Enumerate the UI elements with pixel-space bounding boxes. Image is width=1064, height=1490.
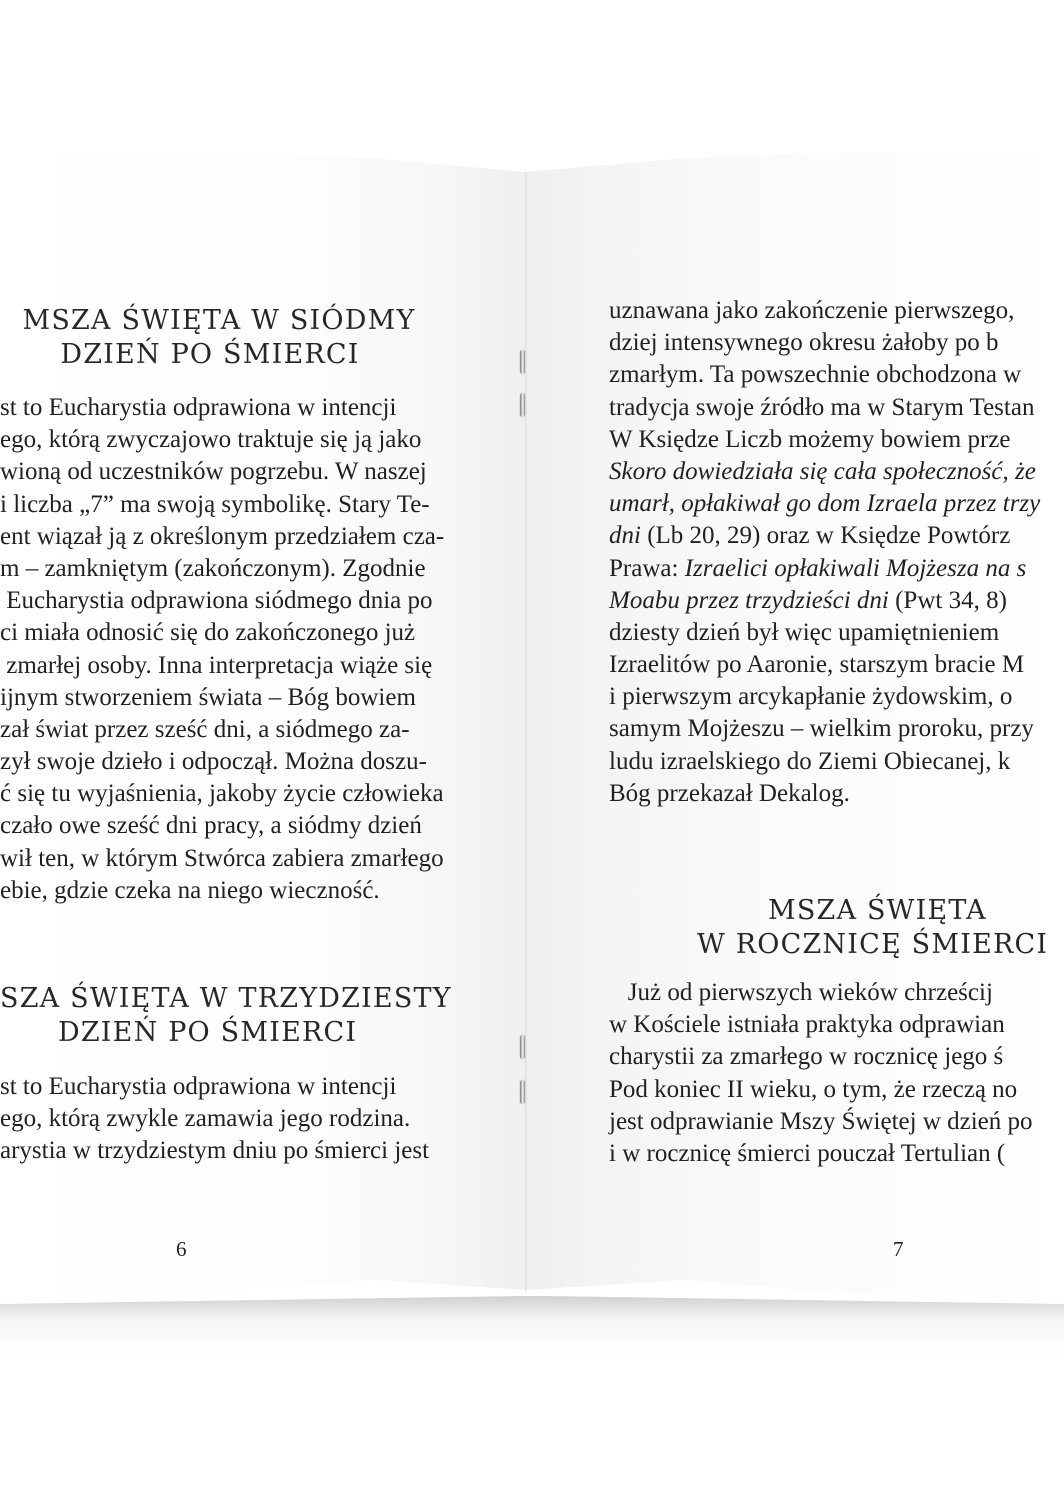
text-run: zmarłym. Ta powszechnie obchodzona w (609, 361, 1022, 389)
text-run: i pierwszym arcykapłanie żydowskim, o (609, 683, 1013, 711)
left-paragraph-2 (0, 1071, 472, 1168)
heading-anniversary (640, 894, 1064, 962)
text-line (609, 778, 1064, 810)
text-run: tradycja swoje źródło ma w Starym Testan (609, 393, 1035, 421)
heading-line: DZIEŃ PO ŚMIERCI (60, 339, 360, 370)
text-line (609, 520, 1064, 552)
right-paragraph-1 (609, 295, 1064, 810)
page-number-right: 7 (893, 1237, 904, 1261)
text-line: ijnym stworzeniem świata – Bóg bowiem (0, 683, 416, 711)
italic-quote: umarł, opłakiwał go dom Izraela przez trzy (609, 490, 1041, 518)
text-line: wioną od uczestników pogrzebu. W naszej (0, 458, 427, 486)
text-line (609, 359, 1064, 391)
text-run: Bóg przekazał Dekalog. (609, 779, 850, 807)
staple-icon (520, 393, 525, 417)
text-run: samym Mojżeszu – wielkim proroku, przy (609, 715, 1034, 743)
text-run: (Lb 20, 29) oraz w Księdze Powtórz (640, 522, 1011, 550)
text-line: st to Eucharystia odprawiona w intencji (0, 1073, 397, 1100)
text-run: dziej intensywnego okresu żałoby po b (609, 329, 999, 357)
text-run: uznawana jako zakończenie pierwszego, (609, 297, 1015, 324)
staple-icon (520, 1035, 525, 1059)
text-line: Pod koniec II wieku, o tym, że rzeczą no (609, 1075, 1018, 1103)
text-line: zmarłej osoby. Inna interpretacja wiąże się (0, 651, 433, 679)
italic-quote: Moabu przez trzydzieści dni (609, 586, 889, 614)
text-line (609, 681, 1064, 713)
text-line: ego, którą zwykle zamawia jego rodzina. (0, 1105, 411, 1133)
heading-line: MSZA ŚWIĘTA W SIÓDMY (22, 305, 416, 336)
left-paragraph-1 (0, 392, 472, 907)
heading-line: DZIEŃ PO ŚMIERCI (58, 1017, 358, 1048)
right-paragraph-2 (609, 977, 1064, 1170)
text-line: arystia w trzydziestym dniu po śmierci jest (0, 1137, 430, 1165)
text-line: zał świat przez sześć dni, a siódmego za- (0, 715, 410, 743)
text-run: Izraelitów po Aaronie, starszym bracie M (609, 651, 1025, 679)
heading-line: MSZA ŚWIĘTA (768, 895, 987, 926)
text-line (609, 746, 1064, 778)
text-line: zył swoje dzieło i odpoczął. Można doszu- (0, 748, 427, 776)
text-line (609, 424, 1064, 456)
booklet-shadow (0, 1296, 1064, 1356)
text-line: ci miała odnosić się do zakończonego już (0, 619, 416, 647)
text-run: (Pwt 34, 8) (888, 586, 1007, 614)
text-line: ego, którą zwyczajowo traktuje się ją jako (0, 426, 422, 454)
text-line (609, 295, 1064, 327)
text-run: Prawa: (609, 554, 685, 582)
text-line: ebie, gdzie czeka na niego wieczność. (0, 876, 380, 904)
heading-seventh-day (0, 304, 420, 372)
text-line (609, 585, 1064, 617)
text-line: w Kościele istniała praktyka odprawian (609, 1011, 1005, 1039)
text-line: Eucharystia odprawiona siódmego dnia po (0, 587, 433, 615)
text-line: ent wiązał ją z określonym przedziałem cza- (0, 522, 445, 550)
text-line: Już od pierwszych wieków chrześcij (609, 979, 993, 1006)
staple-icon (520, 350, 525, 374)
text-line (609, 392, 1064, 424)
text-line: m – zamkniętym (zakończonym). Zgodnie (0, 554, 426, 582)
italic-quote: Izraelici opłakiwali Mojżesza na s (684, 554, 1027, 582)
text-line: ć się tu wyjaśnienia, jakoby życie człowieka (0, 780, 444, 808)
heading-thirtieth-day (0, 982, 452, 1050)
text-line (609, 327, 1064, 359)
italic-quote: Skoro dowiedziała się cała społeczność, że (609, 457, 1036, 485)
text-line: czało owe sześć dni pracy, a siódmy dzień (0, 812, 422, 840)
text-line: charystii za zmarłego w rocznicę jego ś (609, 1043, 1004, 1071)
text-line: jest odprawianie Mszy Świętej w dzień po (609, 1107, 1033, 1135)
text-line: i liczba „7” ma swoją symbolikę. Stary Te- (0, 490, 430, 518)
text-line: wił ten, w którym Stwórca zabiera zmarłego (0, 844, 444, 872)
text-line (609, 553, 1064, 585)
italic-quote: dni (609, 522, 641, 550)
page-number-left: 6 (176, 1237, 187, 1261)
text-line (609, 617, 1064, 649)
booklet-spine (525, 172, 527, 1292)
heading-line: W ROCZNICĘ ŚMIERCI (697, 929, 1049, 960)
text-run: W Księdze Liczb możemy bowiem prze (609, 425, 1011, 453)
heading-line: SZA ŚWIĘTA W TRZYDZIESTY (0, 983, 452, 1014)
text-run: ludu izraelskiego do Ziemi Obiecanej, k (609, 747, 1011, 775)
text-line (609, 488, 1064, 520)
staple-icon (520, 1080, 525, 1104)
text-line (609, 713, 1064, 745)
text-line (609, 456, 1064, 488)
text-line: st to Eucharystia odprawiona w intencji (0, 394, 397, 421)
text-line (609, 649, 1064, 681)
text-run: dziesty dzień był więc upamiętnieniem (609, 618, 1000, 646)
text-line: i w rocznicę śmierci pouczał Tertulian ( (609, 1139, 1006, 1167)
